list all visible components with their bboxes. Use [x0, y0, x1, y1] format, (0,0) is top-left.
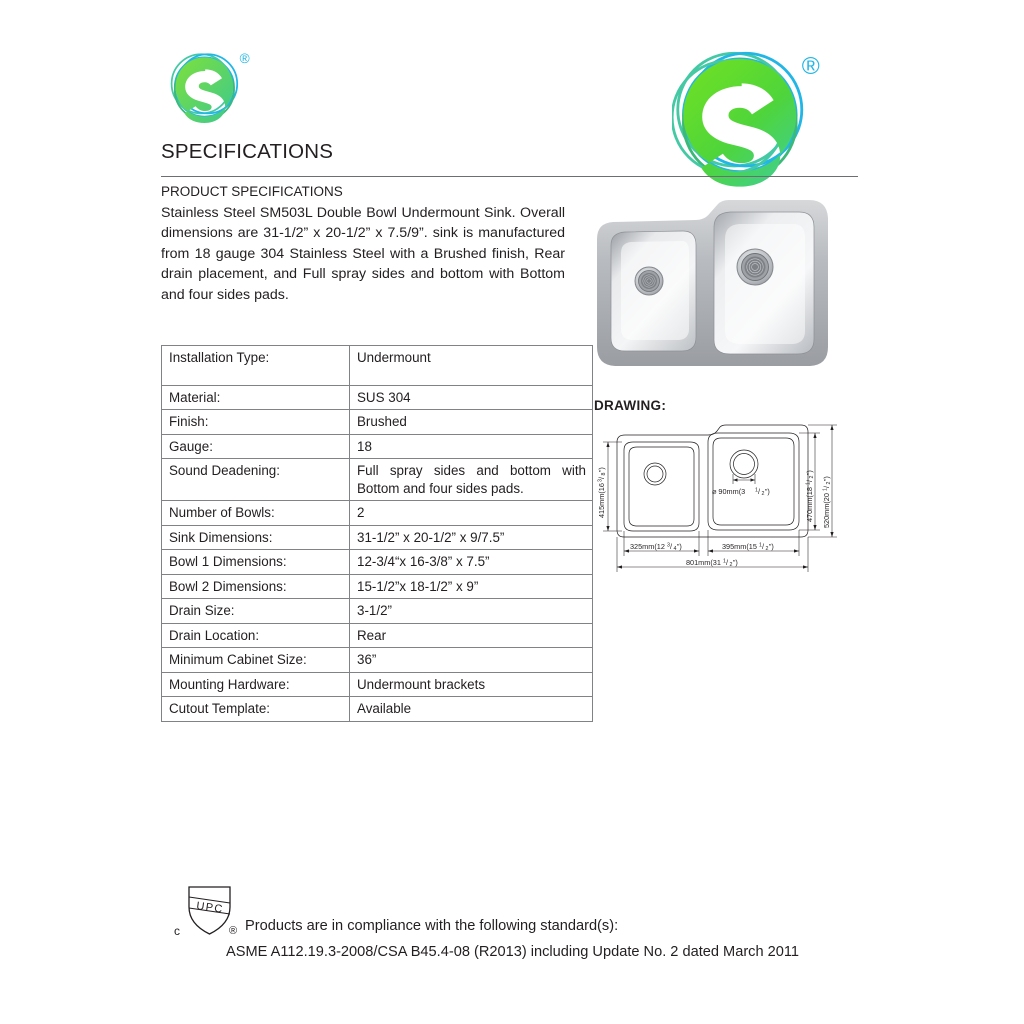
table-row: [162, 459, 593, 501]
dim-bowl1-width-label: [630, 542, 682, 552]
dim-bowl1-num: 3: [667, 542, 670, 549]
drawing-bowl-right-inner: [713, 438, 794, 525]
sink-product-photo: [583, 197, 841, 379]
table-row: [162, 623, 593, 648]
spec-value: Undermount brackets: [350, 672, 593, 697]
dim-right-outer-num: 1: [822, 488, 829, 491]
table-row: [162, 574, 593, 599]
dim-drain-value: ⌀ 90mm(3: [712, 487, 746, 496]
dim-right-outer-suffix: ”): [822, 476, 831, 481]
table-row: [162, 672, 593, 697]
specifications-table-body: [162, 346, 593, 722]
dim-right-outer-label: [822, 476, 832, 528]
dim-bowl1-value: 325mm(12: [630, 542, 665, 551]
company-logo-small: [166, 47, 254, 127]
spec-value: 12-3/4“x 16-3/8” x 7.5”: [350, 550, 593, 575]
spec-key: Installation Type:: [162, 346, 350, 386]
dim-right-outer-den: 2: [826, 481, 832, 485]
technical-drawing: [586, 418, 848, 583]
dim-left-height-suffix: ”): [597, 467, 606, 472]
dim-bowl1-suffix: ”): [677, 542, 682, 551]
table-row: [162, 648, 593, 673]
drawing-bowl-left-inner: [629, 447, 694, 526]
dim-bowl2-slash: /: [762, 542, 765, 551]
dim-bowl2-den: 2: [765, 546, 769, 552]
compliance-statement-line-1: Products are in compliance with the following standard(s):: [245, 918, 619, 934]
dim-drain-diameter-label: [712, 487, 770, 497]
table-row: [162, 599, 593, 624]
dim-right-inner-value: 470mm(18: [805, 487, 814, 522]
spec-key: Mounting Hardware:: [162, 672, 350, 697]
spec-value: 2: [350, 501, 593, 526]
dim-overall-value: 801mm(31: [686, 558, 721, 567]
dim-right-inner-num: 1: [805, 482, 812, 485]
sink-drain-right: [737, 249, 773, 285]
spec-value: 18: [350, 434, 593, 459]
drawing-drain-right: [730, 450, 758, 478]
spec-key: Bowl 2 Dimensions:: [162, 574, 350, 599]
dim-drain-num: 1: [755, 487, 758, 494]
spec-value: 3-1/2”: [350, 599, 593, 624]
table-row: [162, 550, 593, 575]
spec-key: Minimum Cabinet Size:: [162, 648, 350, 673]
product-description: Stainless Steel SM503L Double Bowl Undermount Sink. Overall dimensions are 31-1/2” x 20-1/2” x 7.5/9”. sink is manufactured from 18 gauge 304 Stainless Steel with a Brushed finish, Rear drain placement, and Full spray sides and bottom with Bottom and four sides pads.: [161, 205, 565, 303]
drawing-bowl-left: [624, 442, 699, 531]
drawing-drain-left: [644, 463, 666, 485]
spec-key: Sound Deadening:: [162, 459, 350, 501]
page-title: SPECIFICATIONS: [161, 140, 334, 163]
drawing-label: DRAWING:: [594, 398, 667, 413]
upc-c-prefix: c: [174, 924, 180, 938]
spec-key: Drain Location:: [162, 623, 350, 648]
company-logo-large: [672, 42, 832, 197]
sink-bowl-right-inner-shadow: [725, 224, 805, 344]
spec-key: Finish:: [162, 410, 350, 435]
dim-overall-width-label: [686, 558, 738, 568]
upc-text: UPC: [195, 900, 225, 916]
spec-value: 36”: [350, 648, 593, 673]
spec-key: Drain Size:: [162, 599, 350, 624]
dim-right-inner-label: [805, 470, 815, 522]
dim-left-height-num: 3: [597, 479, 604, 482]
product-specifications-heading: PRODUCT SPECIFICATIONS: [161, 184, 343, 199]
dim-overall-num: 1: [723, 558, 726, 565]
dim-drain-den: 2: [761, 491, 765, 497]
dim-drain-slash: /: [758, 487, 761, 496]
table-row: [162, 697, 593, 722]
header-divider: [161, 176, 858, 177]
dim-left-height-slash: /: [597, 476, 606, 479]
dim-bowl2-suffix: ”): [769, 542, 774, 551]
spec-value: Rear: [350, 623, 593, 648]
spec-value: Brushed: [350, 410, 593, 435]
spec-value: 15-1/2”x 18-1/2” x 9”: [350, 574, 593, 599]
dim-right-outer-value: 520mm(20: [822, 493, 831, 528]
spec-key: Bowl 1 Dimensions:: [162, 550, 350, 575]
dim-left-height-value: 415mm(16: [597, 483, 606, 518]
dim-bowl1-slash: /: [670, 542, 673, 551]
spec-value: 31-1/2” x 20-1/2” x 9/7.5”: [350, 525, 593, 550]
spec-key: Sink Dimensions:: [162, 525, 350, 550]
spec-key: Gauge:: [162, 434, 350, 459]
dim-right-inner-den: 2: [809, 475, 815, 479]
drawing-bowl-right: [708, 433, 799, 530]
cupc-certification-mark: [172, 884, 244, 942]
dim-right-inner-slash: /: [805, 479, 814, 482]
specifications-table: [161, 345, 593, 722]
table-row: [162, 346, 593, 386]
spec-key: Cutout Template:: [162, 697, 350, 722]
table-row: [162, 525, 593, 550]
sink-drain-left: [635, 267, 663, 295]
table-row: [162, 434, 593, 459]
spec-value: Undermount: [350, 346, 593, 386]
dim-overall-den: 2: [729, 562, 733, 568]
upc-registered-mark: ®: [229, 925, 238, 937]
spec-value: Available: [350, 697, 593, 722]
registered-mark-large: ®: [801, 52, 820, 80]
table-row: [162, 410, 593, 435]
table-row: [162, 501, 593, 526]
spec-key: Number of Bowls:: [162, 501, 350, 526]
dim-overall-slash: /: [726, 558, 729, 567]
dim-bowl1-den: 4: [673, 546, 677, 552]
dim-left-height-den: 8: [601, 472, 607, 476]
spec-value: SUS 304: [350, 385, 593, 410]
registered-mark-small: ®: [239, 51, 250, 66]
dim-left-height-label: [597, 467, 607, 518]
dim-bowl2-value: 395mm(15: [722, 542, 757, 551]
compliance-standard-line-2: ASME A112.19.3-2008/CSA B45.4-08 (R2013) including Update No. 2 dated March 2011: [226, 944, 800, 960]
dim-drain-suffix: ”): [765, 487, 770, 496]
dim-bowl2-num: 1: [759, 542, 762, 549]
dim-right-inner-suffix: ”): [805, 470, 814, 475]
spec-value: Full spray sides and bottom with Bottom and four sides pads.: [350, 459, 593, 501]
spec-key: Material:: [162, 385, 350, 410]
dim-right-outer-slash: /: [822, 485, 831, 488]
dim-bowl2-width-label: [722, 542, 774, 552]
table-row: [162, 385, 593, 410]
dim-overall-suffix: ”): [733, 558, 738, 567]
